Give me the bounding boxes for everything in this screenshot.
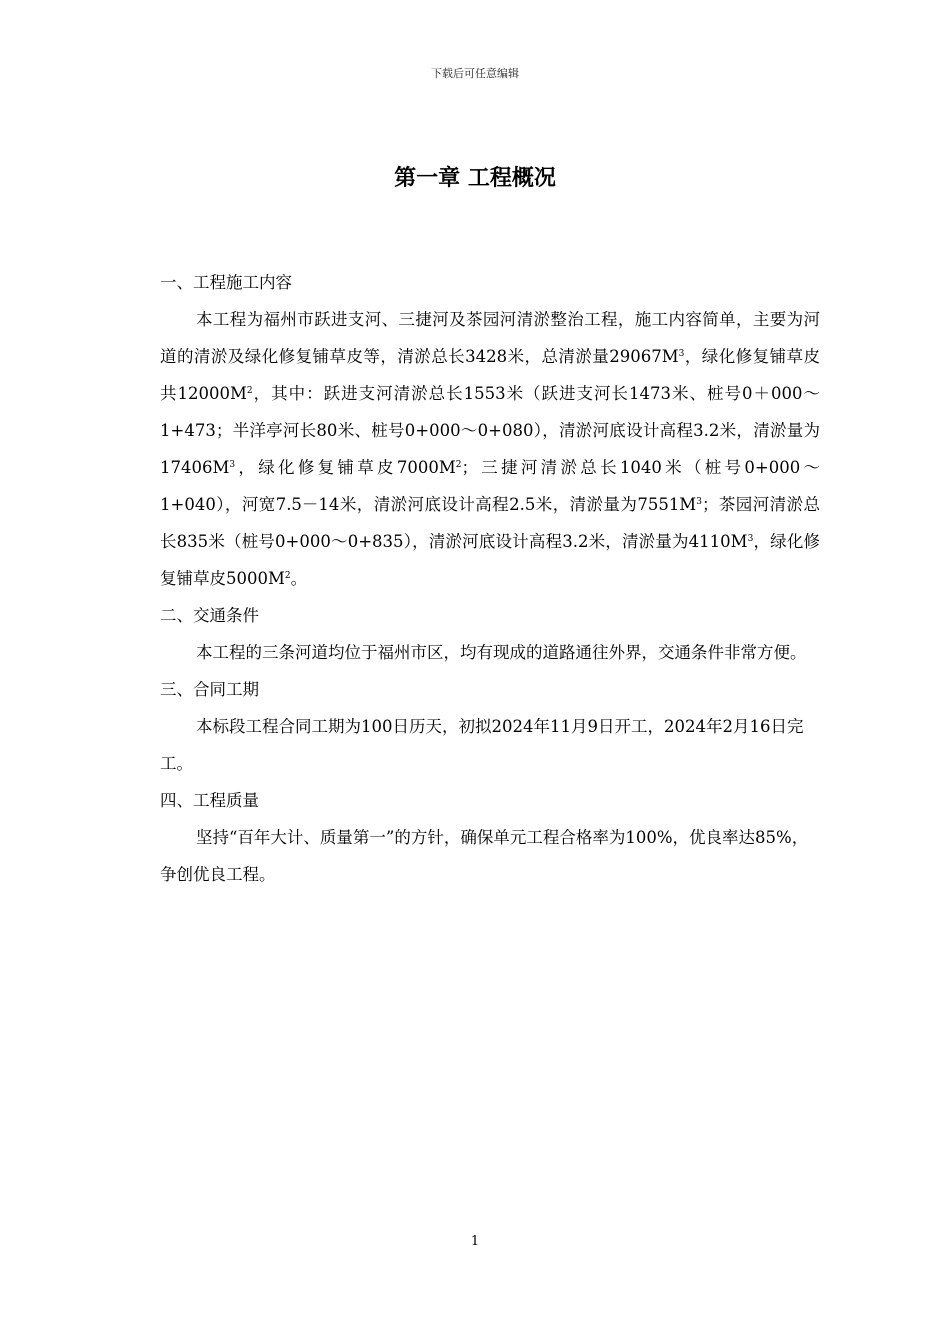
section-heading-contract-period: 三、合同工期 <box>160 680 259 699</box>
superscript-unit: 2 <box>246 386 253 396</box>
section-paragraph-construction-content <box>160 301 820 597</box>
text-run: 本工程为福州市跃进支河、三捷河及茶园河清淤整治工程，施工内容简单，主要为河道的清淤及绿化修复铺草皮等，清淤总长3428米，总清淤量29067M <box>160 310 820 366</box>
page-number: 1 <box>470 1234 480 1249</box>
section-paragraph-contract-period: 本标段工程合同工期为100日历天，初拟2024年11月9日开工，2024年2月16日完工。 <box>160 717 804 773</box>
text-run: ；三捷河清淤总长1040米（桩号0+000～1+040），河宽7.5－14米，清淤河底设计高程2.5米，清淤量为7551M <box>160 458 820 514</box>
text-run: ，其中：跃进支河清淤总长1553米（跃进支河长1473米、桩号0＋000～1+473；半洋亭河长80米、桩号0+000～0+080），清淤河底设计高程3.2米，清淤量为17406M <box>160 384 820 477</box>
superscript-unit: 2 <box>284 571 291 581</box>
text-run: ，绿化修复铺草皮共12000M <box>160 347 821 403</box>
section-heading-traffic: 二、交通条件 <box>160 606 259 625</box>
text-run: ，绿化修复铺草皮5000M <box>160 532 820 588</box>
chapter-title: 第一章 工程概况 <box>394 165 556 191</box>
text-run: ；茶园河清淤总长835米（桩号0+000～0+835），清淤河底设计高程3.2米，清淤量为4110M <box>160 495 821 551</box>
superscript-unit: 3 <box>229 460 236 470</box>
section-heading-construction-content: 一、工程施工内容 <box>160 273 292 292</box>
page-header-note: 下载后可任意编辑 <box>431 67 519 80</box>
superscript-unit: 3 <box>696 497 702 507</box>
superscript-unit: 3 <box>678 349 685 359</box>
document-body <box>160 264 820 893</box>
section-paragraph-quality: 坚持“百年大计、质量第一”的方针，确保单元工程合格率为100%，优良率达85%，争创优良工程。 <box>160 828 809 884</box>
section-heading-quality: 四、工程质量 <box>160 791 259 810</box>
section-paragraph-traffic: 本工程的三条河道均位于福州市区，均有现成的道路通往外界，交通条件非常方便。 <box>196 643 807 662</box>
superscript-unit: 2 <box>455 460 462 470</box>
superscript-unit: 3 <box>747 534 754 544</box>
text-run: 。 <box>290 569 308 588</box>
text-run: ，绿化修复铺草皮7000M <box>235 458 456 477</box>
